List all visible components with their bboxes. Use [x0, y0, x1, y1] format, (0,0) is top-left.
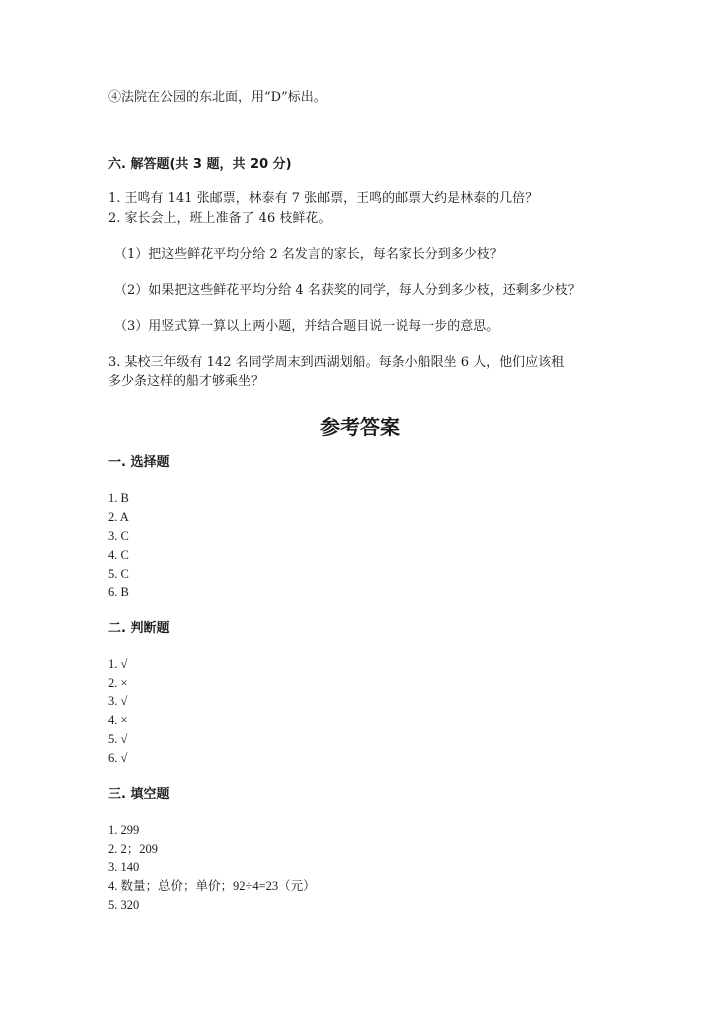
question-3-line-1: 3. 某校三年级有 142 名同学周末到西湖划船。每条小船限坐 6 人，他们应该租: [108, 355, 565, 370]
fill-answer: 2. 2；209: [108, 842, 159, 856]
judge-answer: 6. √: [108, 751, 128, 765]
choice-heading: 一. 选择题: [108, 455, 170, 470]
top-note: ④法院在公园的东北面，用“D”标出。: [108, 90, 327, 105]
judge-answer: 3. √: [108, 694, 128, 708]
question-2-sub-3: （3）用竖式算一算以上两小题，并结合题目说一说每一步的意思。: [114, 319, 500, 334]
judge-answer: 5. √: [108, 732, 128, 746]
choice-answer: 3. C: [108, 529, 129, 543]
section-6-heading: 六. 解答题(共 3 题，共 20 分): [108, 157, 292, 172]
choice-answer: 5. C: [108, 567, 129, 581]
choice-answer: 6. B: [108, 585, 129, 599]
choice-answer: 1. B: [108, 491, 129, 505]
question-1: 1. 王鸣有 141 张邮票，林泰有 7 张邮票，王鸣的邮票大约是林泰的几倍？: [108, 191, 539, 206]
question-2-sub-2: （2）如果把这些鲜花平均分给 4 名获奖的同学，每人分到多少枝，还剩多少枝？: [114, 283, 581, 298]
question-3-line-2: 多少条这样的船才够乘坐？: [108, 374, 265, 389]
fill-answer: 1. 299: [108, 823, 140, 837]
question-2: 2. 家长会上，班上准备了 46 枝鲜花。: [108, 211, 332, 226]
answers-title: 参考答案: [320, 415, 400, 439]
judge-answer: 4. ×: [108, 713, 128, 727]
fill-answer: 4. 数量；总价；单价；92÷4=23（元）: [108, 879, 316, 893]
judge-heading: 二. 判断题: [108, 621, 170, 636]
choice-answer: 4. C: [108, 548, 129, 562]
fill-answer: 3. 140: [108, 860, 140, 874]
judge-answer: 1. √: [108, 657, 128, 671]
judge-answer: 2. ×: [108, 676, 128, 690]
choice-answer: 2. A: [108, 510, 129, 524]
fill-answer: 5. 320: [108, 898, 140, 912]
fill-heading: 三. 填空题: [108, 787, 170, 802]
question-2-sub-1: （1）把这些鲜花平均分给 2 名发言的家长，每名家长分到多少枝？: [114, 247, 503, 262]
